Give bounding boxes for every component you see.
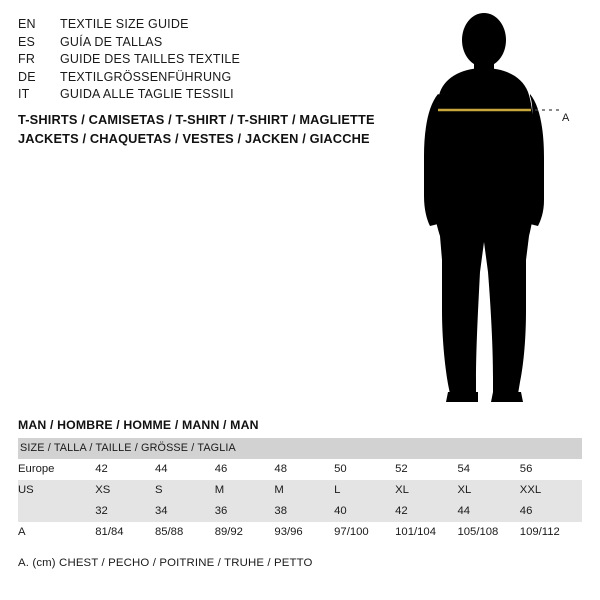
cell: 32 [95,501,155,522]
language-code: ES [18,34,36,49]
cell: 109/112 [519,526,560,538]
language-list [18,16,348,104]
row-label [18,501,95,522]
language-row [18,16,348,34]
row-label: US [18,480,95,501]
table-group-title: MAN / HOMBRE / HOMME / MANN / MAN [18,418,259,432]
cell: M [215,480,275,501]
cell: S [155,480,215,501]
language-code: EN [18,17,36,31]
cell: 48 [274,463,287,475]
cell: L [334,480,395,501]
language-row [18,86,348,104]
size-table-block [18,418,582,569]
cell: 40 [334,501,395,522]
cell: 50 [334,463,347,475]
language-title: GUIDE DES TAILLES TEXTILE [60,52,241,66]
cell: 93/96 [274,526,303,538]
cell: 36 [215,501,275,522]
table-row [18,459,582,480]
table-row [18,501,582,522]
language-title: TEXTILE SIZE GUIDE [60,17,189,31]
body-figure [390,10,600,410]
cell: XL [395,480,457,501]
table-row [18,522,582,543]
table-header-row [18,438,582,459]
table-row [18,480,582,501]
cell: 46 [214,463,228,475]
cell: 44 [457,501,519,522]
language-row [18,34,348,52]
category-headings [18,110,418,148]
row-label: Europe [18,463,55,475]
language-code: IT [18,87,30,101]
cell: M [274,480,334,501]
language-title: TEXTILGRÖSSENFÜHRUNG [60,69,232,84]
cell: 97/100 [334,526,369,538]
cell: 44 [154,463,168,475]
chest-label: A [562,112,570,124]
cell: 105/108 [457,526,499,538]
footnote: A. (cm) CHEST / PECHO / POITRINE / TRUHE / PETTO [18,557,313,569]
cell: 81/84 [95,526,124,538]
language-code: FR [18,52,36,66]
cell: 42 [395,501,457,522]
row-label: A [18,526,26,538]
category-jackets: JACKETS / CHAQUETAS / VESTES / JACKEN / GIACCHE [18,131,370,146]
cell: 46 [520,501,582,522]
cell: 42 [95,463,108,475]
cell: 54 [457,463,471,475]
cell: XL [457,480,519,501]
language-title: GUÍA DE TALLAS [60,34,163,49]
language-code: DE [18,69,36,84]
table-header-label: SIZE / TALLA / TAILLE / GRÖSSE / TAGLIA [20,442,236,454]
cell: 89/92 [214,526,243,538]
cell: 85/88 [154,526,184,538]
category-tshirts: T-SHIRTS / CAMISETAS / T-SHIRT / T-SHIRT / MAGLIETTE [18,112,375,127]
cell: 101/104 [395,526,436,538]
cell: 52 [395,463,408,475]
cell: 56 [519,463,533,475]
language-title: GUIDA ALLE TAGLIE TESSILI [60,87,234,101]
cell: 34 [155,501,215,522]
cell: 38 [274,501,334,522]
language-row [18,51,348,69]
male-silhouette-icon [390,10,600,410]
cell: XXL [520,480,582,501]
language-row [18,69,348,87]
cell: XS [95,480,155,501]
size-table [18,438,582,543]
